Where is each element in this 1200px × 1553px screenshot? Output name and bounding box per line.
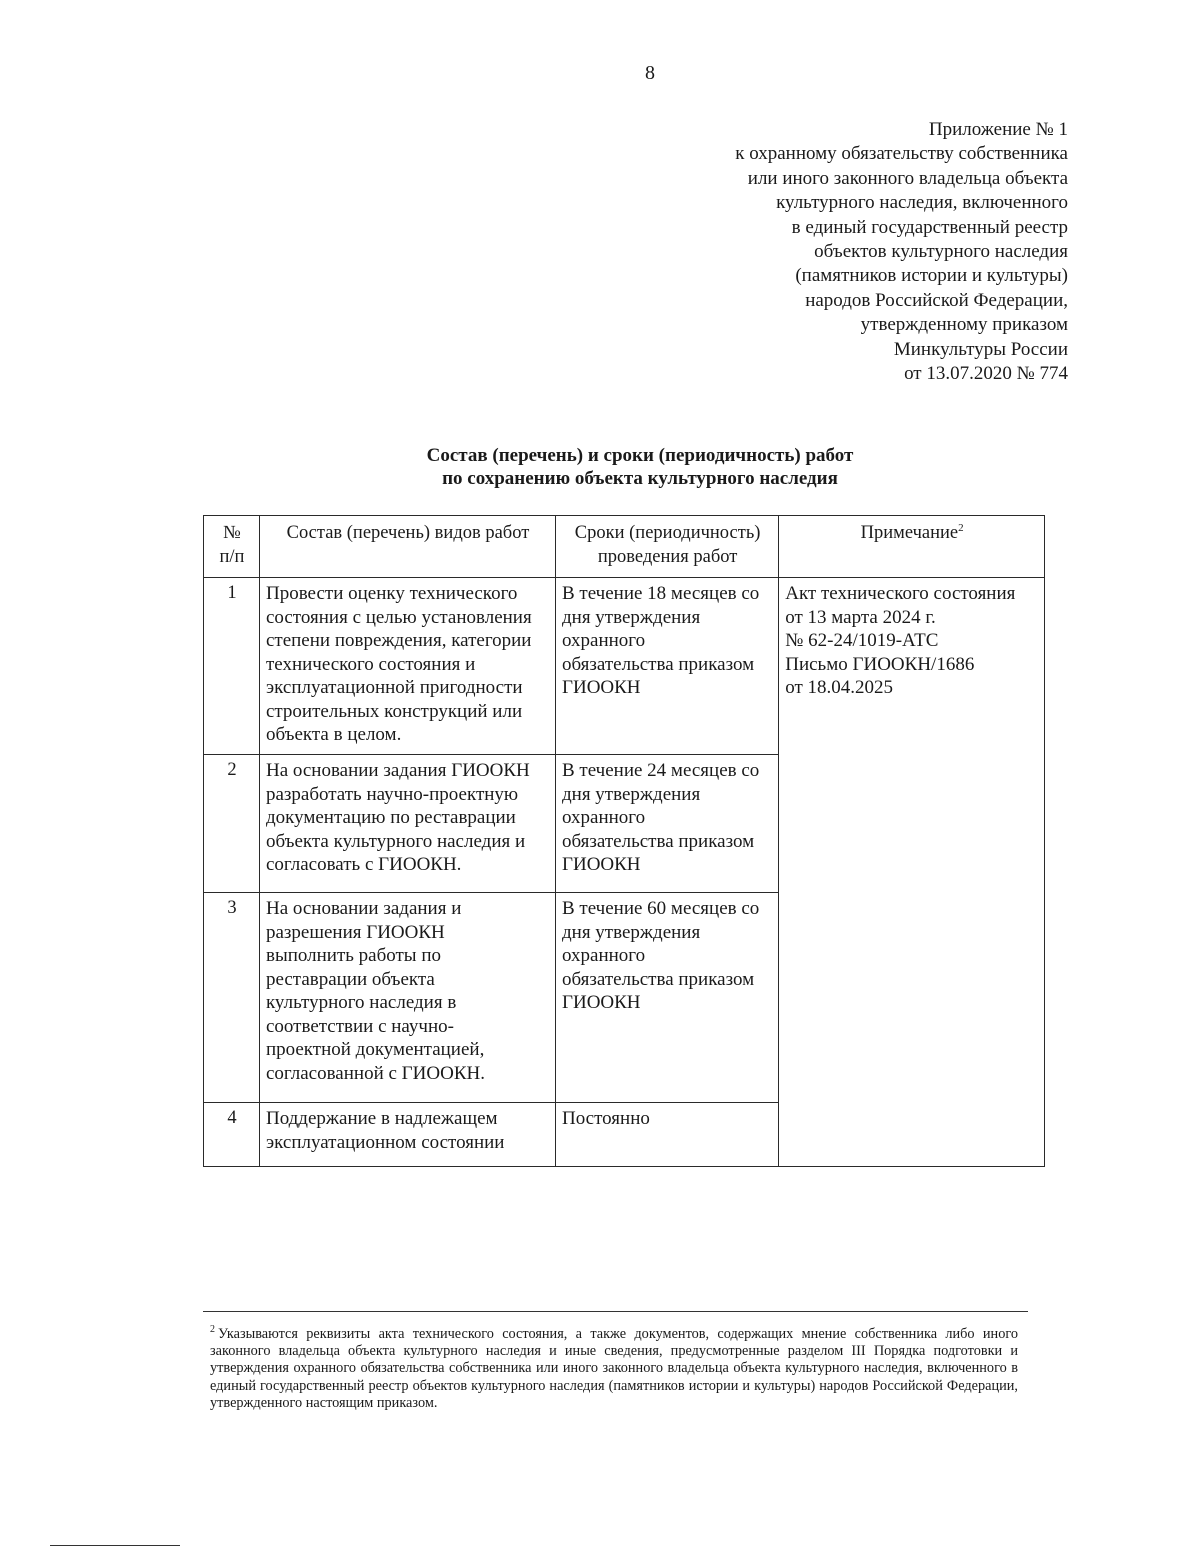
works-table: [203, 515, 1045, 1167]
work-cell: На основании задания ГИООКН разработать научно-проектную документацию по реставрации объекта культурного наследия и согласовать с ГИООКН.: [259, 755, 555, 893]
appendix-line: культурного наследия, включенного: [776, 192, 1068, 214]
appendix-line: объектов культурного наследия: [814, 241, 1068, 263]
row-number: 2: [204, 755, 260, 893]
table-header-row: [204, 516, 1045, 578]
title-line: Состав (перечень) и сроки (периодичность) работ: [426, 445, 854, 466]
appendix-line: Минкультуры России: [893, 338, 1068, 360]
header-number: № п/п: [204, 516, 260, 578]
footnote-text: Указываются реквизиты акта технического состояния, а также документов, содержащих мнение собственника либо иного законного владельца объекта культурного наследия и иные сведения, предусмотренные разделом III Порядка подготовки и утверждения охранного обязательства собственника или иного законного владельца объекта культурного наследия, включенного в единый государственный реестр объектов культурного наследия (памятников истории и культуры) народов Российской Федерации, утвержденного настоящим приказом.: [210, 1326, 1018, 1411]
term-cell: В течение 18 месяцев со дня утверждения охранного обязательства приказом ГИООКН: [555, 578, 778, 755]
row-number: 3: [204, 893, 260, 1103]
appendix-line: от 13.07.2020 № 774: [904, 363, 1068, 385]
appendix-line: (памятников истории и культуры): [795, 265, 1068, 287]
term-cell: В течение 60 месяцев со дня утверждения охранного обязательства приказом ГИООКН: [555, 893, 778, 1103]
term-cell: В течение 24 месяцев со дня утверждения охранного обязательства приказом ГИООКН: [555, 755, 778, 893]
appendix-line: утвержденному приказом: [860, 314, 1068, 336]
header-work: Состав (перечень) видов работ: [259, 516, 555, 578]
page-bottom-divider: [50, 1545, 180, 1546]
note-cell: Акт технического состояния от 13 марта 2024 г. № 62-24/1019-АТС Письмо ГИООКН/1686 от 18.04.2025: [779, 578, 1045, 1167]
appendix-line: или иного законного владельца объекта: [747, 167, 1068, 189]
footnote: [210, 1326, 1018, 1412]
footnote-mark: 2: [210, 1324, 215, 1336]
table-row: [204, 578, 1045, 755]
work-cell: Провести оценку технического состояния с целью установления степени повреждения, категории технического состояния и эксплуатационной пригодности строительных конструкций или объекта в целом.: [259, 578, 555, 755]
term-cell: Постоянно: [555, 1103, 778, 1167]
appendix-header: [648, 118, 1068, 386]
row-number: 4: [204, 1103, 260, 1167]
page-number: 8: [645, 62, 655, 84]
row-number: 1: [204, 578, 260, 755]
footnote-divider: [203, 1311, 1028, 1312]
header-note: Примечание$^2$: [779, 516, 1045, 578]
work-cell: На основании задания и разрешения ГИООКН выполнить работы по реставрации объекта культурного наследия в соответствии с научно- проектной документацией, согласованной с ГИООКН.: [259, 893, 555, 1103]
work-cell: Поддержание в надлежащем эксплуатационном состоянии: [259, 1103, 555, 1167]
appendix-line: народов Российской Федерации,: [805, 289, 1068, 311]
footnote-reference: 2: [958, 521, 964, 534]
appendix-line: в единый государственный реестр: [791, 216, 1068, 238]
document-title: [240, 444, 1040, 490]
appendix-line: к охранному обязательству собственника: [735, 143, 1068, 165]
header-term: Сроки (периодичность) проведения работ: [555, 516, 778, 578]
appendix-line: Приложение № 1: [928, 119, 1068, 140]
title-line: по сохранению объекта культурного наследия: [442, 468, 838, 489]
